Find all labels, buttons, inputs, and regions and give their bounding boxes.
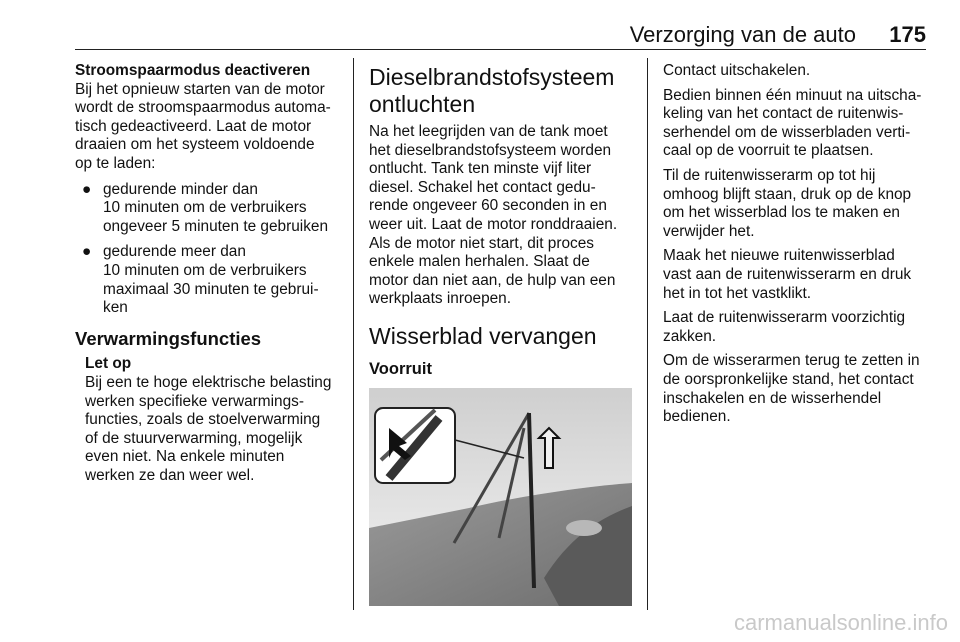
text-line: omhoog blijft staan, druk op de knop bbox=[663, 185, 912, 203]
note-title: Let op bbox=[85, 355, 132, 373]
text-line: ongeveer 5 minuten te gebruiken bbox=[103, 217, 329, 235]
text-line: Als de motor niet start, dit proces bbox=[369, 234, 594, 252]
text-line: op te laden: bbox=[75, 154, 156, 172]
column-right bbox=[663, 62, 929, 433]
text-line: ontlucht. Tank ten minste vijf liter bbox=[369, 160, 592, 178]
heading-heating-functions: Verwarmingsfuncties bbox=[75, 327, 262, 349]
heading-line: Dieselbrandstofsysteem bbox=[369, 64, 615, 90]
text-line: functies, zoals de stoelverwarming bbox=[85, 411, 321, 429]
text-line: gedurende minder dan bbox=[103, 180, 258, 198]
text-line: caal op de voorruit te plaatsen. bbox=[663, 142, 874, 160]
text-line: weer uit. Laat de motor ronddraaien. bbox=[369, 215, 618, 233]
text-line: of de stuurverwarming, mogelijk bbox=[85, 429, 303, 447]
text-line: verwijder het. bbox=[663, 222, 755, 240]
text-line: bedienen. bbox=[663, 408, 731, 426]
text-line: diesel. Schakel het contact gedu- bbox=[369, 178, 596, 196]
heading-line: ontluchten bbox=[369, 91, 476, 117]
text-line: motor dan niet aan, de hulp van een bbox=[369, 271, 616, 289]
column-left bbox=[75, 62, 337, 485]
text-line: Laat de ruitenwisserarm voorzichtig bbox=[663, 309, 906, 327]
heading-wiper-blade: Wisserblad vervangen bbox=[369, 322, 597, 349]
text-line: zakken. bbox=[663, 327, 717, 345]
text-line: enkele malen herhalen. Slaat de bbox=[369, 253, 590, 271]
watermark: carmanualsonline.info bbox=[733, 610, 948, 635]
note-box bbox=[75, 355, 337, 485]
text-line: Bij het opnieuw starten van de motor bbox=[75, 80, 325, 98]
text-line: Na het leegrijden van de tank moet bbox=[369, 123, 608, 140]
text-line: serhendel om de wisserbladen verti- bbox=[663, 123, 911, 141]
step-paragraph bbox=[663, 352, 929, 426]
text-line: maximaal 30 minuten te gebrui- bbox=[103, 280, 319, 298]
text-line: ken bbox=[103, 299, 128, 317]
text-line: draaien om het systeem voldoende bbox=[75, 136, 315, 154]
step-paragraph bbox=[663, 167, 929, 241]
bullet-dot: ● bbox=[82, 180, 92, 198]
text-line: rende ongeveer 60 seconden in en bbox=[369, 197, 607, 215]
text-line: keling van het contact de ruitenwis- bbox=[663, 105, 904, 123]
column-divider bbox=[647, 58, 648, 610]
intro-paragraph bbox=[75, 81, 337, 174]
page-number: 175 bbox=[889, 22, 926, 47]
text-line: gedurende meer dan bbox=[103, 243, 246, 261]
column-divider bbox=[353, 58, 354, 610]
text-line: Om de wisserarmen terug te zetten in bbox=[663, 352, 920, 370]
heading-windscreen: Voorruit bbox=[369, 359, 432, 378]
text-line: Til de ruitenwisserarm op tot hij bbox=[663, 166, 876, 184]
text-line: werkplaats inroepen. bbox=[369, 290, 512, 308]
text-line: 10 minuten om de verbruikers bbox=[103, 199, 307, 217]
text-line: het in tot het vastklikt. bbox=[663, 284, 811, 302]
bullet-dot: ● bbox=[82, 243, 92, 261]
running-title: Verzorging van de auto bbox=[629, 22, 856, 47]
text-line: 10 minuten om de verbruikers bbox=[103, 261, 307, 279]
step-paragraph bbox=[663, 62, 929, 81]
page-header bbox=[75, 20, 926, 50]
step-paragraph bbox=[663, 247, 929, 303]
column-middle bbox=[369, 62, 633, 606]
text-line: Bij een te hoge elektrische belasting bbox=[85, 373, 332, 391]
text-line: tisch gedeactiveerd. Laat de motor bbox=[75, 117, 312, 135]
text-line: Bedien binnen één minuut na uitscha- bbox=[663, 86, 922, 104]
text-line: werken ze dan weer wel. bbox=[85, 466, 255, 484]
text-line: wordt de stroomspaarmodus automa- bbox=[75, 99, 331, 117]
text-line: Maak het nieuwe ruitenwisserblad bbox=[663, 247, 895, 265]
mirror-shape bbox=[566, 520, 602, 536]
wiper-figure-svg bbox=[369, 388, 632, 606]
heading-power-saving: Stroomspaarmodus deactiveren bbox=[75, 62, 311, 79]
text-line: Contact uitschakelen. bbox=[663, 62, 811, 79]
text-line: om het wisserblad los te maken en bbox=[663, 204, 900, 222]
text-line: werken specifieke verwarmings- bbox=[85, 392, 304, 410]
step-paragraph bbox=[663, 87, 929, 161]
heading-diesel-bleeding bbox=[369, 64, 633, 118]
text-line: het dieselbrandstofsysteem worden bbox=[369, 141, 612, 159]
wiper-illustration bbox=[369, 388, 632, 606]
text-line: even niet. Na enkele minuten bbox=[85, 448, 285, 466]
step-paragraph bbox=[663, 309, 929, 346]
text-line: vast aan de ruitenwisserarm en druk bbox=[663, 265, 912, 283]
text-line: inschakelen en de wisserhendel bbox=[663, 389, 882, 407]
text-line: de oorspronkelijke stand, het contact bbox=[663, 370, 914, 388]
bullet-item bbox=[75, 181, 337, 237]
bullet-item bbox=[75, 243, 337, 317]
diesel-paragraph bbox=[369, 123, 633, 309]
